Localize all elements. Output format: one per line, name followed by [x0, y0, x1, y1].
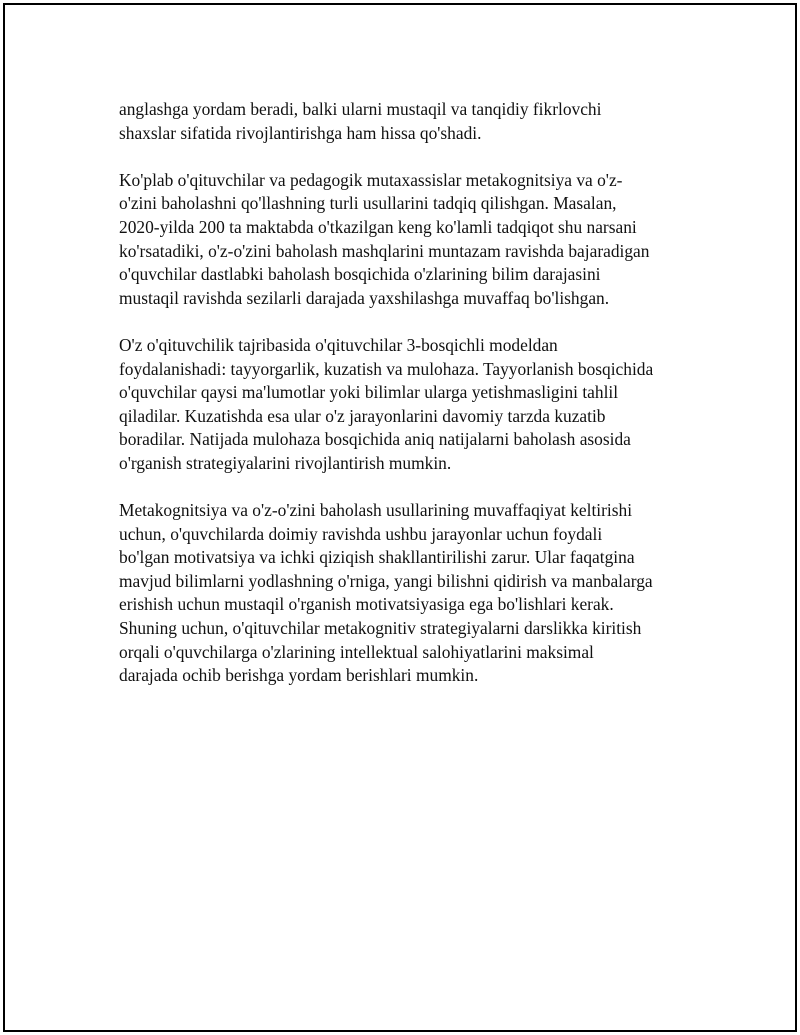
- text-line: o'rganish strategiyalarini rivojlantirish mumkin.: [119, 452, 452, 473]
- text-line: qiladilar. Kuzatishda esa ular o'z jarayonlarini davomiy tarzda kuzatib: [119, 405, 606, 426]
- text-line: Metakognitsiya va o'z-o'zini baholash usullarining muvaffaqiyat keltirishi: [119, 500, 633, 521]
- text-line: anglashga yordam beradi, balki ularni mustaqil va tanqidiy fikrlovchi: [119, 99, 602, 119]
- text-line: o'quvchilar dastlabki baholash bosqichida o'zlarining bilim darajasini: [119, 264, 601, 285]
- paragraph-4: [119, 499, 679, 688]
- text-line: Shuning uchun, o'qituvchilar metakognitiv strategiyalarni darslikka kiritish: [119, 618, 642, 639]
- text-line: ko'rsatadiki, o'z-o'zini baholash mashqlarini muntazam ravishda bajaradigan: [119, 240, 650, 261]
- text-line: o'zini baholashni qo'llashning turli usullarini tadqiq qilishgan. Masalan,: [119, 193, 617, 214]
- text-line: Ko'plab o'qituvchilar va pedagogik mutaxassislar metakognitsiya va o'z-: [119, 169, 623, 190]
- paragraph-1: [119, 98, 679, 145]
- document-body: [119, 98, 679, 688]
- text-line: 2020-yilda 200 ta maktabda o'tkazilgan keng ko'lamli tadqiqot shu narsani: [119, 216, 637, 237]
- paragraph-3: [119, 334, 679, 476]
- text-line: uchun, o'quvchilarda doimiy ravishda ushbu jarayonlar uchun foydali: [119, 523, 603, 544]
- text-line: orqali o'quvchilarga o'zlarining intellektual salohiyatlarini maksimal: [119, 641, 594, 662]
- text-line: O'z o'qituvchilik tajribasida o'qituvchilar 3-bosqichli modeldan: [119, 334, 558, 355]
- text-line: foydalanishadi: tayyorgarlik, kuzatish va mulohaza. Tayyorlanish bosqichida: [119, 358, 654, 379]
- text-line: mustaqil ravishda sezilarli darajada yaxshilashga muvaffaq bo'lishgan.: [119, 287, 610, 308]
- text-line: bo'lgan motivatsiya va ichki qiziqish shakllantirilishi zarur. Ular faqatgina: [119, 547, 635, 568]
- text-line: o'quvchilar qaysi ma'lumotlar yoki bilimlar ularga yetishmasligini tahlil: [119, 382, 619, 403]
- text-line: mavjud bilimlarni yodlashning o'rniga, yangi bilishni qidirish va manbalarga: [119, 570, 653, 591]
- document-page: [3, 3, 797, 1032]
- text-line: darajada ochib berishga yordam berishlari mumkin.: [119, 665, 479, 686]
- text-line: shaxslar sifatida rivojlantirishga ham hissa qo'shadi.: [119, 122, 482, 143]
- paragraph-2: [119, 169, 679, 311]
- text-line: erishish uchun mustaqil o'rganish motivatsiyasiga ega bo'lishlari kerak.: [119, 594, 614, 615]
- text-line: boradilar. Natijada mulohaza bosqichida aniq natijalarni baholash asosida: [119, 429, 631, 450]
